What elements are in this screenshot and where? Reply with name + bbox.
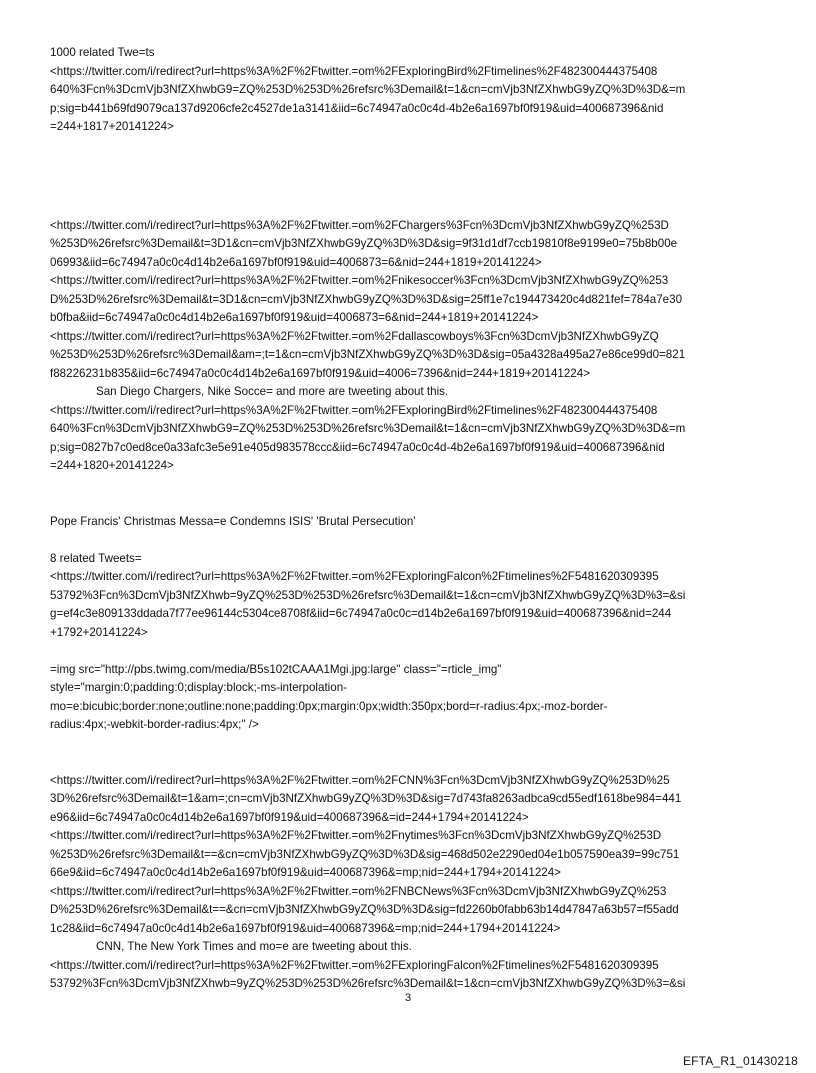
redirect-link-line[interactable]: 640%3Fcn%3DcmVjb3NfZXhwbG9=ZQ%253D%253D%26refsrc%3Demail&t=1&cn=cmVjb3NfZXhwbG9yZQ%3D%3D&=m <box>50 83 686 96</box>
tweeting-note: CNN, The New York Times and mo=e are tweeting about this. <box>96 940 412 953</box>
spacer <box>50 735 780 772</box>
redirect-link-line[interactable]: <https://twitter.com/i/redirect?url=https%3A%2F%2Ftwitter.=om%2Fnytimes%3Fcn%3DcmVjb3NfZXhwbG9yZQ%253D <box>50 829 662 842</box>
news-headline: Pope Francis' Christmas Messa=e Condemns ISIS' 'Brutal Persecution' <box>50 514 416 528</box>
redirect-link-line[interactable]: 66e9&iid=6c74947a0c0c4d14b2e6a1697bf0f919&uid=400687396&=mp;nid=244+1794+20141224> <box>50 866 561 879</box>
page-number: 3 <box>404 992 412 1004</box>
redirect-link-line[interactable]: <https://twitter.com/i/redirect?url=https%3A%2F%2Ftwitter.=om%2FExploringBird%2Ftimelines%2F482300444375408 <box>50 403 658 417</box>
redirect-link-line[interactable]: b0fba&iid=6c74947a0c0c4d14b2e6a1697bf0f919&uid=4006873=6&nid=244+1819+20141224> <box>50 311 539 324</box>
redirect-link-line[interactable]: 53792%3Fcn%3DcmVjb3NfZXhwb=9yZQ%253D%253D%26refsrc%3Demail&t=1&cn=cmVjb3NfZXhwbG9yZQ%3D%3=&si <box>50 977 686 990</box>
tweeting-note: San Diego Chargers, Nike Socce= and more are tweeting about this. <box>96 385 449 398</box>
spacer <box>50 642 780 661</box>
spacer <box>50 137 780 217</box>
redirect-link-line[interactable]: f88226231b835&iid=6c74947a0c0c4d14b2e6a1697bf0f919&uid=4006=7396&nid=244+1819+20141224> <box>50 366 590 380</box>
redirect-link-line[interactable]: <https://twitter.com/i/redirect?url=https%3A%2F%2Ftwitter.=om%2FExploringBird%2Ftimelines%2F482300444375408 <box>50 64 658 78</box>
redirect-link-line[interactable]: 06993&iid=6c74947a0c0c4d14b2e6a1697bf0f919&uid=4006873=6&nid=244+1819+20141224> <box>50 255 542 269</box>
redirect-link-line[interactable]: <https://twitter.com/i/redirect?url=https%3A%2F%2Ftwitter.=om%2FExploringFalcon%2Ftimelines%2F5481620309395 <box>50 570 659 583</box>
redirect-link-line[interactable]: <https://twitter.com/i/redirect?url=https%3A%2F%2Ftwitter.=om%2FExploringFalcon%2Ftimelines%2F5481620309395 <box>50 958 659 972</box>
redirect-link-line[interactable]: p;sig=0827b7c0ed8ce0a33afc3e5e91e405d983578ccc&iid=6c74947a0c0c4d-4b2e6a1697bf0f919&uid=400687396&nid <box>50 440 665 454</box>
redirect-link-line[interactable]: =244+1820+20141224> <box>50 459 174 472</box>
spacer <box>50 476 780 513</box>
redirect-link-line[interactable]: +1792+20141224> <box>50 625 148 639</box>
redirect-link-line[interactable]: =244+1817+20141224> <box>50 120 174 133</box>
email-body <box>50 44 780 994</box>
img-markup-line: style="margin:0;padding:0;display:block;-ms-interpolation- <box>50 681 348 694</box>
redirect-link-line[interactable]: D%253D%26refsrc%3Demail&t=3D1&cn=cmVjb3NfZXhwbG9yZQ%3D%3D&sig=25ff1e7c194473420c4d821fef=784a7e30 <box>50 292 683 306</box>
img-markup-line: =img src="http://pbs.twimg.com/media/B5s102tCAAA1Mgi.jpg:large" class="=rticle_img" <box>50 662 502 676</box>
redirect-link-line[interactable]: 1c28&iid=6c74947a0c0c4d14b2e6a1697bf0f919&uid=400687396&=mp;nid=244+1794+20141224> <box>50 921 561 935</box>
redirect-link-line[interactable]: %253D%26refsrc%3Demail&t=3D1&cn=cmVjb3NfZXhwbG9yZQ%3D%3D&sig=9f31d1df7ccb19810f8e9199e0=75b8b00e <box>50 237 678 250</box>
redirect-link-line[interactable]: 640%3Fcn%3DcmVjb3NfZXhwbG9=ZQ%253D%253D%26refsrc%3Demail&t=1&cn=cmVjb3NfZXhwbG9yZQ%3D%3D&=m <box>50 422 686 435</box>
redirect-link-line[interactable]: <https://twitter.com/i/redirect?url=https%3A%2F%2Ftwitter.=om%2FCNN%3Fcn%3DcmVjb3NfZXhwbG9yZQ%253D%25 <box>50 773 670 787</box>
redirect-link-line[interactable]: D%253D%26refsrc%3Demail&t==&cn=cmVjb3NfZXhwbG9yZQ%3D%3D&sig=fd2260b0fabb63b14d47847a63b57=f55add <box>50 903 679 916</box>
spacer <box>50 531 780 550</box>
redirect-link-line[interactable]: 3D%26refsrc%3Demail&t=1&am=;cn=cmVjb3NfZXhwbG9yZQ%3D%3D&sig=7d743fa8263adbca9cd55edf1618be984=441 <box>50 792 682 805</box>
redirect-link-line[interactable]: e96&iid=6c74947a0c0c4d14b2e6a1697bf0f919&uid=400687396&=id=244+1794+20141224> <box>50 810 529 824</box>
redirect-link-line[interactable]: 53792%3Fcn%3DcmVjb3NfZXhwb=9yZQ%253D%253D%26refsrc%3Demail&t=1&cn=cmVjb3NfZXhwbG9yZQ%3D%3=&si <box>50 588 686 602</box>
redirect-link-line[interactable]: <https://twitter.com/i/redirect?url=https%3A%2F%2Ftwitter.=om%2FNBCNews%3Fcn%3DcmVjb3NfZXhwbG9yZQ%253 <box>50 884 667 898</box>
redirect-link-line[interactable]: <https://twitter.com/i/redirect?url=https%3A%2F%2Ftwitter.=om%2Fnikesoccer%3Fcn%3DcmVjb3NfZXhwbG9yZQ%253 <box>50 274 669 287</box>
redirect-link-line[interactable]: g=ef4c3e809133ddada7f77ee96144c5304ce8708f&iid=6c74947a0c0c=d14b2e6a1697bf0f919&uid=400687396&nid=244 <box>50 607 672 620</box>
document-id: EFTA_R1_01430218 <box>682 1054 798 1068</box>
related-tweets-count: 8 related Tweets= <box>50 551 142 565</box>
redirect-link-line[interactable]: <https://twitter.com/i/redirect?url=https%3A%2F%2Ftwitter.=om%2FChargers%3Fcn%3DcmVjb3NfZXhwbG9yZQ%253D <box>50 218 669 232</box>
redirect-link-line[interactable]: %253D%26refsrc%3Demail&t==&cn=cmVjb3NfZXhwbG9yZQ%3D%3D&sig=468d502e2290ed04e1b057590ea39=99c751 <box>50 847 680 861</box>
redirect-link-line[interactable]: p;sig=b441b69fd9079ca137d9206cfe2c4527de1a3141&iid=6c74947a0c0c4d-4b2e6a1697bf0f919&uid=400687396&nid <box>50 101 664 115</box>
related-tweets-count: 1000 related Twe=ts <box>50 46 155 59</box>
redirect-link-line[interactable]: %253D%253D%26refsrc%3Demail&am=;t=1&cn=cmVjb3NfZXhwbG9yZQ%3D%3D&sig=05a4328a495a27e86ce99d0=821 <box>50 348 686 361</box>
img-markup-line: radius:4px;-webkit-border-radius:4px;" /> <box>50 718 259 731</box>
img-markup-line: mo=e:bicubic;border:none;outline:none;padding:0px;margin:0px;width:350px;bord=r-radius:4px;-moz-border- <box>50 699 608 713</box>
redirect-link-line[interactable]: <https://twitter.com/i/redirect?url=https%3A%2F%2Ftwitter.=om%2Fdallascowboys%3Fcn%3DcmVjb3NfZXhwbG9yZQ <box>50 329 659 343</box>
